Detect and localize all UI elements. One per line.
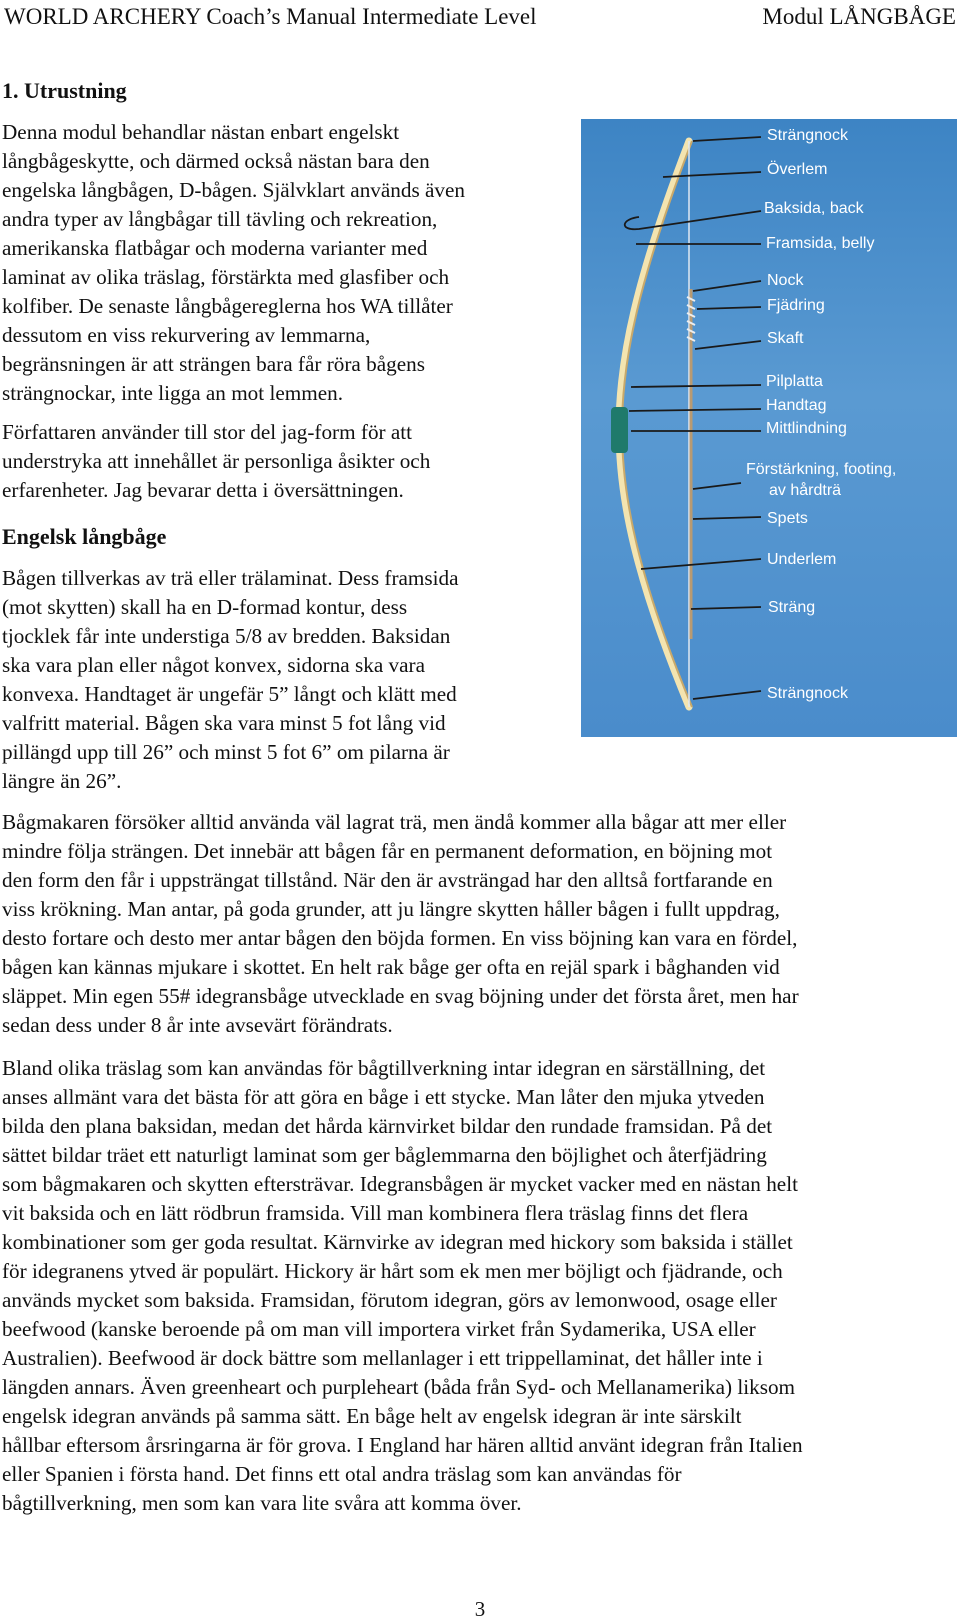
label-hardtra: av hårdträ — [769, 482, 842, 499]
paragraph-string-follow: Bågmakaren försöker alltid använda väl lagrat trä, men ändå kommer alla bågar att mer eller mindre följa strängen. Det innebär att bågen får en permanent deformation, en böjning mot den form den får i uppsträngat tillstånd. När den är avsträngad har den alltså fortfarande en viss krökning. Man antar, på goda grunder, att ju längre skytten håller bågen i fullt uppdrag, desto fortare och desto mer antar bågen den böjda formen. En viss böjning kan vara en fördel, bågen kan kännas mjukare i skottet. En helt rak båge ger ofta en rejäl spark i båghanden vid släppet. Min egen 55# idegransbåge utvecklade en svag böjning under det första året, men har sedan dess under 8 år inte avsevärt förändrats. — [2, 810, 799, 1037]
paragraph-author-note: Författaren använder till stor del jag-form för att understryka att innehållet är personliga åsikter och erfarenheter. Jag bevarar detta i översättningen. — [2, 420, 431, 502]
label-forstarkning: Förstärkning, footing, — [746, 461, 897, 478]
label-underlem: Underlem — [767, 551, 837, 568]
label-overlem: Överlem — [767, 161, 828, 178]
longbow-diagram — [581, 119, 957, 737]
page-number: 3 — [474, 1597, 486, 1621]
label-strangnock-bottom: Strängnock — [767, 685, 848, 702]
label-skaft: Skaft — [767, 330, 804, 347]
label-handtag: Handtag — [766, 397, 827, 414]
paragraph-bow-construction: Bågen tillverkas av trä eller trälaminat. Dess framsida (mot skytten) skall ha en D-formad kontur, dess tjocklek får inte understiga 5/8 av bredden. Baksidan ska vara plan eller något konvex, sidorna ska vara konvexa. Handtaget är ungefär 5” långt och klätt med valfritt material. Bågen ska vara minst 5 fot lång vid pillängd upp till 26” och minst 5 fot 6” om pilarna är längre än 26”. — [2, 566, 459, 793]
header-title: WORLD ARCHERY Coach’s Manual Intermediate Level — [4, 4, 537, 29]
header-module: Modul LÅNGBÅGE — [762, 4, 956, 29]
label-strang: Sträng — [768, 599, 816, 616]
paragraph-wood-types: Bland olika träslag som kan användas för bågtillverkning intar idegran en särställning, det anses allmänt vara det bästa för att göra en båge i ett stycke. Man låter den mjuka ytveden bilda den plana baksidan, medan det hårda kärnvirket bildar den rundade framsidan. På det sättet bildar träet ett naturligt laminat som ger båglemmarna den böjlighet och återfjädring som bågmakaren och skytten eftersträvar. Idegransbågen är mycket vacker med en nästan helt vit baksida och en lätt rödbrun framsida. Vill man kombinera flera träslag finns det flera kombinationer som ger goda resultat. Kärnvirke av idegran med hickory som baksida i stället för idegranens ytved är populärt. Hickory är hårt som ek men mer böjligt och fjädrande, och används mycket som baksida. Framsidan, förutom idegran, görs av lemonwood, osage eller beefwood (kanske beroende på om man vill importera virket från Sydamerika, USA eller Australien). Beefwood är dock bättre som mellanlager i ett trippellaminat, det håller inte i längden annars. Även greenheart och purpleheart (båda från Syd- och Mellanamerika) liksom engelsk idegran används på samma sätt. En båge helt av engelsk idegran är inte särskilt hållbar eftersom årsringarna är för grova. I England har hären alltid använt idegran från Italien eller Spanien i första hand. Det finns ett otal andra träslag som kan användas för bågtillverkning, men som kan vara lite svåra att komma över. — [2, 1056, 803, 1515]
grip — [611, 407, 628, 453]
label-fjadring: Fjädring — [767, 297, 825, 314]
paragraph-intro: Denna modul behandlar nästan enbart engelskt långbågeskytte, och därmed också nästan bara den engelska långbågen, D-bågen. Självklart används även andra typer av långbågar till tävling och rekreation, amerikanska flatbågar och moderna varianter med laminat av olika träslag, förstärkta med glasfiber och kolfiber. De senaste långbågereglerna hos WA tillåter dessutom en viss rekurvering av lemmarna, begränsningen är att strängen bara får röra bågens strängnockar, inte ligga an mot lemmen. — [2, 120, 466, 405]
label-strangnock-top: Strängnock — [767, 127, 848, 144]
label-nock: Nock — [767, 272, 804, 289]
label-pilplatta: Pilplatta — [766, 373, 823, 390]
label-framsida: Framsida, belly — [766, 235, 875, 252]
label-baksida: Baksida, back — [764, 200, 864, 217]
label-mittlindning: Mittlindning — [766, 420, 847, 437]
section-title-engelsk-langbage: Engelsk långbåge — [2, 524, 167, 549]
label-spets: Spets — [767, 510, 808, 527]
page-header — [0, 0, 960, 36]
section-title-utrustning: 1. Utrustning — [2, 78, 127, 103]
